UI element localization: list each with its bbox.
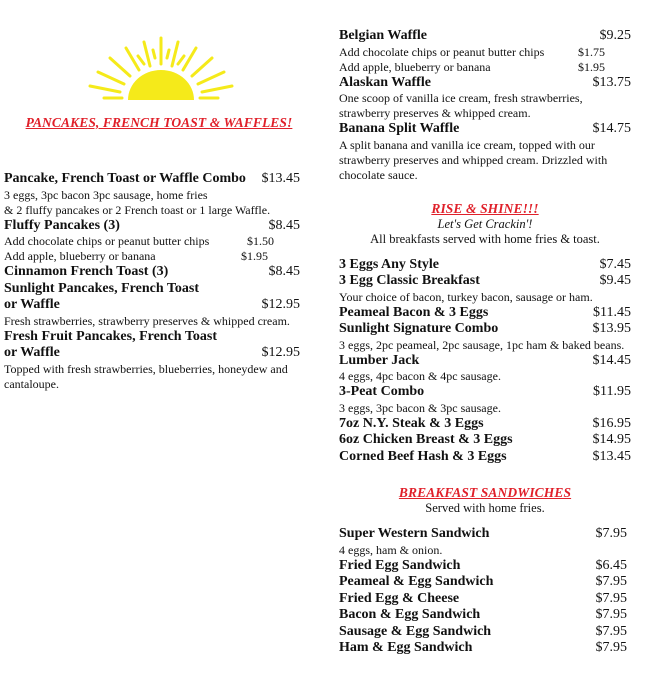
price: $7.95 <box>595 607 627 622</box>
price: $8.45 <box>268 217 300 233</box>
price: $13.95 <box>592 321 631 336</box>
item-description: 4 eggs, ham & onion. <box>339 542 443 557</box>
menu-item: Lumber Jack $14.45 <box>339 352 631 368</box>
waffle-items <box>339 28 631 183</box>
addon-row: Add apple, blueberry or banana $1.95 <box>339 59 605 74</box>
section-title-rise-shine: RISE & SHINE!!! <box>431 200 539 216</box>
price: $11.95 <box>593 384 631 399</box>
section-note: All breakfasts served with home fries & toast. <box>370 231 600 246</box>
menu-item: Pancake, French Toast or Waffle Combo $13.45 <box>4 171 300 186</box>
section-note: Served with home fries. <box>425 501 545 515</box>
breakfast-sandwiches-section <box>339 485 631 657</box>
menu-item: Cinnamon French Toast (3) $8.45 <box>4 264 300 279</box>
section-title-pancakes: PANCAKES, FRENCH TOAST & WAFFLES! <box>25 115 293 130</box>
price: $14.75 <box>592 121 631 136</box>
rising-sun-icon <box>86 36 236 102</box>
price: $12.95 <box>261 297 300 312</box>
rise-and-shine-section <box>339 201 631 466</box>
price: $9.45 <box>599 273 631 288</box>
menu-item: 3 Egg Classic Breakfast $9.45 <box>339 273 631 288</box>
menu-item: 3-Peat Combo $11.95 <box>339 384 631 399</box>
menu-item: Banana Split Waffle $14.75 <box>339 121 631 136</box>
item-description: Your choice of bacon, turkey bacon, sausage or ham. <box>339 289 593 304</box>
menu-item: 3 Eggs Any Style $7.45 <box>339 256 631 272</box>
menu-item: 7oz N.Y. Steak & 3 Eggs $16.95 <box>339 415 631 431</box>
price: $7.95 <box>595 590 627 606</box>
section-title-sandwiches: BREAKFAST SANDWICHES <box>398 485 572 500</box>
price: $6.45 <box>595 557 627 573</box>
item-description: Fresh strawberries, strawberry preserves & whipped cream. <box>4 313 290 328</box>
item-description: One scoop of vanilla ice cream, fresh strawberries, strawberry preserves & whipped cream. <box>339 91 583 120</box>
menu-item: Alaskan Waffle $13.75 <box>339 74 631 90</box>
price: $7.95 <box>595 574 627 589</box>
tagline: Let's Get Crackin'! <box>437 216 533 231</box>
price: $7.95 <box>595 623 627 639</box>
addon-row: Add apple, blueberry or banana $1.95 <box>4 249 268 263</box>
menu-item: Fluffy Pancakes (3) $8.45 <box>4 217 300 233</box>
menu-item: Sausage & Egg Sandwich $7.95 <box>339 623 627 639</box>
item-description: 4 eggs, 4pc bacon & 4pc sausage. <box>339 369 501 383</box>
menu-item: Belgian Waffle $9.25 <box>339 28 631 43</box>
price: $14.95 <box>592 432 631 447</box>
price: $7.45 <box>599 256 631 272</box>
price: $9.25 <box>599 28 631 43</box>
price: $7.95 <box>595 526 627 541</box>
price: $12.95 <box>261 345 300 360</box>
price: $13.75 <box>592 74 631 90</box>
item-description: A split banana and vanilla ice cream, topped with our strawberry preserves and whipped cream. Drizzled with chocolate sauce. <box>339 137 608 182</box>
menu-item: or Waffle $12.95 <box>4 297 300 312</box>
menu-item: Fried Egg & Cheese $7.95 <box>339 590 627 606</box>
item-description: 3 eggs, 3pc bacon & 3pc sausage. <box>339 400 501 415</box>
addon-row: Add chocolate chips or peanut butter chips $1.50 <box>4 234 274 248</box>
price: $7.95 <box>595 640 627 655</box>
menu-item: Peameal Bacon & 3 Eggs $11.45 <box>339 304 631 320</box>
price: $8.45 <box>268 264 300 279</box>
menu-item: Super Western Sandwich $7.95 <box>339 526 627 541</box>
menu-item: Fresh Fruit Pancakes, French Toast <box>4 328 217 344</box>
pancake-items <box>4 171 300 392</box>
menu-item: Sunlight Signature Combo $13.95 <box>339 321 631 336</box>
price: $13.45 <box>261 171 300 186</box>
menu-item: Bacon & Egg Sandwich $7.95 <box>339 607 627 622</box>
item-description: Topped with fresh strawberries, blueberries, honeydew and cantaloupe. <box>4 361 288 391</box>
price: $16.95 <box>592 415 631 431</box>
menu-item: 6oz Chicken Breast & 3 Eggs $14.95 <box>339 432 631 447</box>
price: $11.45 <box>593 304 631 320</box>
menu-item: or Waffle $12.95 <box>4 345 300 360</box>
right-column <box>339 28 631 657</box>
price: $14.45 <box>592 352 631 368</box>
item-description: 3 eggs, 3pc bacon 3pc sausage, home fries <box>4 187 208 202</box>
menu-item: Corned Beef Hash & 3 Eggs $13.45 <box>339 448 631 464</box>
menu-item: Peameal & Egg Sandwich $7.95 <box>339 574 627 589</box>
item-description: 3 eggs, 2pc peameal, 2pc sausage, 1pc ham & baked beans. <box>339 337 625 352</box>
menu-item: Sunlight Pancakes, French Toast <box>4 280 200 296</box>
item-description: & 2 fluffy pancakes or 2 French toast or 1 large Waffle. <box>4 202 271 217</box>
addon-row: Add chocolate chips or peanut butter chips $1.75 <box>339 44 605 59</box>
menu-item: Ham & Egg Sandwich $7.95 <box>339 640 627 655</box>
menu-item: Fried Egg Sandwich $6.45 <box>339 557 627 573</box>
price: $13.45 <box>592 448 631 464</box>
